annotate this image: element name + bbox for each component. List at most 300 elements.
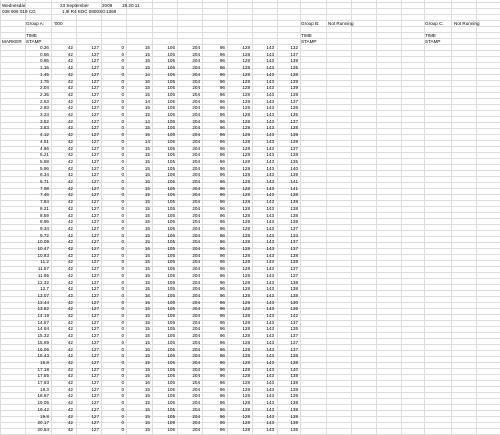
time-stamp-cell[interactable]: 11.57 (37, 266, 49, 272)
value-cell[interactable]: 96 (219, 225, 225, 231)
value-cell[interactable]: 127 (91, 78, 99, 84)
value-cell[interactable]: 204 (192, 199, 200, 205)
value-cell[interactable]: 127 (91, 286, 99, 292)
value-cell[interactable]: 0 (121, 353, 124, 359)
value-cell[interactable]: 15 (144, 279, 150, 285)
time-stamp-cell[interactable]: 17.18 (37, 366, 49, 372)
value-cell[interactable]: 96 (219, 158, 225, 164)
value-cell[interactable]: 143 (266, 393, 274, 399)
value-cell[interactable]: 204 (192, 353, 200, 359)
value-cell[interactable]: 0 (121, 406, 124, 412)
value-cell[interactable]: 105 (167, 219, 175, 225)
value-cell[interactable]: 138 (290, 420, 298, 426)
value-cell[interactable]: 105 (167, 172, 175, 178)
value-cell[interactable]: 204 (192, 426, 200, 432)
value-cell[interactable]: 128 (242, 125, 250, 131)
value-cell[interactable]: 105 (167, 232, 175, 238)
value-cell[interactable]: 15 (144, 426, 150, 432)
value-cell[interactable]: 96 (219, 252, 225, 258)
value-cell[interactable]: 105 (167, 333, 175, 339)
value-cell[interactable]: 127 (91, 138, 99, 144)
value-cell[interactable]: 96 (219, 71, 225, 77)
value-cell[interactable]: 127 (91, 413, 99, 419)
value-cell[interactable]: 96 (219, 239, 225, 245)
value-cell[interactable]: 0 (121, 292, 124, 298)
time-stamp-cell[interactable]: 20.17 (37, 420, 49, 426)
time-stamp-cell[interactable]: 11.95 (37, 272, 49, 278)
value-cell[interactable]: 128 (242, 158, 250, 164)
value-cell[interactable]: 143 (266, 420, 274, 426)
value-cell[interactable]: 105 (167, 286, 175, 292)
value-cell[interactable]: 204 (192, 65, 200, 71)
value-cell[interactable]: 204 (192, 266, 200, 272)
value-cell[interactable]: 143 (266, 152, 274, 158)
value-cell[interactable]: 128 (242, 400, 250, 406)
value-cell[interactable]: 127 (91, 185, 99, 191)
value-cell[interactable]: 0 (121, 199, 124, 205)
value-cell[interactable]: 15 (144, 272, 150, 278)
time-stamp-cell[interactable]: 8.59 (40, 212, 49, 218)
value-cell[interactable]: 0 (121, 105, 124, 111)
value-cell[interactable]: 105 (167, 292, 175, 298)
value-cell[interactable]: 96 (219, 266, 225, 272)
value-cell[interactable]: 127 (91, 172, 99, 178)
value-cell[interactable]: 143 (266, 45, 274, 50)
value-cell[interactable]: 138 (290, 252, 298, 258)
time-stamp-cell[interactable]: 13.44 (37, 299, 49, 305)
value-cell[interactable]: 96 (219, 192, 225, 198)
value-cell[interactable]: 96 (219, 145, 225, 151)
value-cell[interactable]: 204 (192, 286, 200, 292)
value-cell[interactable]: 128 (242, 165, 250, 171)
value-cell[interactable]: 0 (121, 152, 124, 158)
time-stamp-cell[interactable]: 4.86 (40, 145, 49, 151)
value-cell[interactable]: 105 (167, 393, 175, 399)
value-cell[interactable]: 105 (167, 165, 175, 171)
value-cell[interactable]: 0 (121, 71, 124, 77)
value-cell[interactable]: 42 (67, 172, 73, 178)
value-cell[interactable]: 137 (290, 51, 298, 57)
value-cell[interactable]: 96 (219, 286, 225, 292)
value-cell[interactable]: 42 (67, 386, 73, 392)
group-b-value[interactable]: Not Running (328, 21, 354, 26)
value-cell[interactable]: 127 (91, 219, 99, 225)
value-cell[interactable]: 0 (121, 326, 124, 332)
value-cell[interactable]: 143 (266, 386, 274, 392)
value-cell[interactable]: 204 (192, 118, 200, 124)
value-cell[interactable]: 0 (121, 279, 124, 285)
value-cell[interactable]: 96 (219, 319, 225, 325)
value-cell[interactable]: 128 (242, 212, 250, 218)
value-cell[interactable]: 42 (67, 346, 73, 352)
value-cell[interactable]: 204 (192, 91, 200, 97)
value-cell[interactable]: 42 (67, 192, 73, 198)
value-cell[interactable]: 143 (266, 313, 274, 318)
time-header-a[interactable]: TIME (26, 33, 37, 38)
value-cell[interactable]: 143 (266, 232, 274, 238)
value-cell[interactable]: 42 (67, 426, 73, 432)
value-cell[interactable]: 96 (219, 179, 225, 184)
value-cell[interactable]: 204 (192, 246, 200, 251)
value-cell[interactable]: 96 (219, 333, 225, 339)
value-cell[interactable]: 143 (266, 292, 274, 298)
value-cell[interactable]: 42 (67, 326, 73, 332)
value-cell[interactable]: 0 (121, 366, 124, 372)
value-cell[interactable]: 0 (121, 400, 124, 406)
value-cell[interactable]: 204 (192, 239, 200, 245)
value-cell[interactable]: 42 (67, 125, 73, 131)
value-cell[interactable]: 143 (266, 299, 274, 305)
value-cell[interactable]: 204 (192, 259, 200, 265)
value-cell[interactable]: 96 (219, 326, 225, 332)
value-cell[interactable]: 105 (167, 118, 175, 124)
value-cell[interactable]: 128 (242, 380, 250, 385)
value-cell[interactable]: 42 (67, 246, 73, 251)
time-stamp-cell[interactable]: 5.96 (40, 165, 49, 171)
time-stamp-cell[interactable]: 2.63 (40, 98, 49, 104)
value-cell[interactable]: 96 (219, 58, 225, 64)
value-cell[interactable]: 96 (219, 272, 225, 278)
value-cell[interactable]: 137 (290, 98, 298, 104)
value-cell[interactable]: 0 (121, 299, 124, 305)
value-cell[interactable]: 42 (67, 132, 73, 138)
value-cell[interactable]: 42 (67, 393, 73, 399)
value-cell[interactable]: 42 (67, 406, 73, 412)
value-cell[interactable]: 127 (91, 125, 99, 131)
value-cell[interactable]: 105 (167, 145, 175, 151)
value-cell[interactable]: 0 (121, 319, 124, 325)
value-cell[interactable]: 128 (242, 393, 250, 399)
value-cell[interactable]: 128 (242, 386, 250, 392)
value-cell[interactable]: 140 (290, 165, 298, 171)
value-cell[interactable]: 42 (67, 313, 73, 318)
value-cell[interactable]: 42 (67, 91, 73, 97)
time-stamp-cell[interactable]: 19.05 (37, 400, 49, 406)
value-cell[interactable]: 204 (192, 85, 200, 91)
value-cell[interactable]: 96 (219, 65, 225, 71)
value-cell[interactable]: 204 (192, 138, 200, 144)
value-cell[interactable]: 127 (91, 313, 99, 318)
value-cell[interactable]: 96 (219, 353, 225, 359)
value-cell[interactable]: 204 (192, 58, 200, 64)
value-cell[interactable]: 141 (290, 179, 298, 184)
value-cell[interactable]: 138 (290, 413, 298, 419)
value-cell[interactable]: 137 (290, 346, 298, 352)
value-cell[interactable]: 143 (266, 333, 274, 339)
value-cell[interactable]: 204 (192, 132, 200, 138)
value-cell[interactable]: 105 (167, 426, 175, 432)
time-stamp-cell[interactable]: 15.69 (37, 339, 49, 345)
value-cell[interactable]: 204 (192, 71, 200, 77)
time-stamp-cell[interactable]: 4.12 (40, 132, 49, 138)
vehicle-code-cell[interactable]: 038 906 019 CG (2, 9, 36, 14)
value-cell[interactable]: 0 (121, 306, 124, 312)
value-cell[interactable]: 138 (290, 373, 298, 379)
value-cell[interactable]: 42 (67, 71, 73, 77)
time-stamp-cell[interactable]: 12.32 (37, 279, 49, 285)
value-cell[interactable]: 127 (91, 132, 99, 138)
value-cell[interactable]: 16 (144, 179, 150, 184)
value-cell[interactable]: 127 (91, 393, 99, 399)
value-cell[interactable]: 143 (266, 112, 274, 117)
value-cell[interactable]: 137 (290, 266, 298, 272)
value-cell[interactable]: 139 (290, 78, 298, 84)
value-cell[interactable]: 42 (67, 112, 73, 117)
value-cell[interactable]: 127 (91, 165, 99, 171)
value-cell[interactable]: 127 (91, 118, 99, 124)
value-cell[interactable]: 16 (144, 380, 150, 385)
value-cell[interactable]: 15 (144, 326, 150, 332)
value-cell[interactable]: 0 (121, 259, 124, 265)
value-cell[interactable]: 127 (91, 420, 99, 426)
value-cell[interactable]: 143 (266, 239, 274, 245)
value-cell[interactable]: 128 (242, 319, 250, 325)
value-cell[interactable]: 143 (266, 272, 274, 278)
value-cell[interactable]: 15 (144, 306, 150, 312)
value-cell[interactable]: 105 (167, 359, 175, 365)
value-cell[interactable]: 137 (290, 239, 298, 245)
value-cell[interactable]: 127 (91, 232, 99, 238)
time-stamp-cell[interactable]: 3.23 (40, 112, 49, 117)
value-cell[interactable]: 15 (144, 199, 150, 205)
value-cell[interactable]: 135 (290, 65, 298, 71)
value-cell[interactable]: 128 (242, 426, 250, 432)
value-cell[interactable]: 0 (121, 85, 124, 91)
time-stamp-cell[interactable]: 2.93 (40, 105, 49, 111)
value-cell[interactable]: 105 (167, 205, 175, 211)
value-cell[interactable]: 15 (144, 359, 150, 365)
value-cell[interactable]: 96 (219, 306, 225, 312)
value-cell[interactable]: 128 (242, 45, 250, 50)
value-cell[interactable]: 204 (192, 380, 200, 385)
value-cell[interactable]: 127 (91, 91, 99, 97)
value-cell[interactable]: 0 (121, 426, 124, 432)
time-stamp-cell[interactable]: 8.21 (40, 205, 49, 211)
time-cell[interactable]: 19.20.11 (122, 3, 140, 8)
value-cell[interactable]: 127 (91, 339, 99, 345)
value-cell[interactable]: 42 (67, 292, 73, 298)
year-cell[interactable]: 2009 (102, 3, 113, 8)
value-cell[interactable]: 204 (192, 299, 200, 305)
value-cell[interactable]: 143 (266, 185, 274, 191)
value-cell[interactable]: 96 (219, 366, 225, 372)
time-stamp-cell[interactable]: 14.94 (37, 326, 49, 332)
time-stamp-cell[interactable]: 6.34 (40, 172, 49, 178)
value-cell[interactable]: 96 (219, 406, 225, 412)
value-cell[interactable]: 204 (192, 413, 200, 419)
value-cell[interactable]: 128 (242, 292, 250, 298)
value-cell[interactable]: 0 (121, 252, 124, 258)
value-cell[interactable]: 0 (121, 232, 124, 238)
value-cell[interactable]: 14 (144, 138, 150, 144)
value-cell[interactable]: 130 (290, 299, 298, 305)
value-cell[interactable]: 96 (219, 400, 225, 406)
time-stamp-cell[interactable]: 4.51 (40, 138, 49, 144)
value-cell[interactable]: 15 (144, 58, 150, 64)
time-stamp-cell[interactable]: 2.04 (40, 85, 49, 91)
value-cell[interactable]: 138 (290, 406, 298, 412)
value-cell[interactable]: 204 (192, 366, 200, 372)
value-cell[interactable]: 128 (242, 286, 250, 292)
time-stamp-cell[interactable]: 16.06 (37, 346, 49, 352)
value-cell[interactable]: 128 (242, 353, 250, 359)
time-stamp-cell[interactable]: 15.32 (37, 333, 49, 339)
value-cell[interactable]: 42 (67, 45, 73, 50)
value-cell[interactable]: 128 (242, 313, 250, 318)
value-cell[interactable]: 42 (67, 272, 73, 278)
value-cell[interactable]: 105 (167, 406, 175, 412)
value-cell[interactable]: 138 (290, 212, 298, 218)
value-cell[interactable]: 127 (91, 319, 99, 325)
value-cell[interactable]: 128 (242, 266, 250, 272)
value-cell[interactable]: 105 (167, 78, 175, 84)
value-cell[interactable]: 15 (144, 85, 150, 91)
value-cell[interactable]: 105 (167, 272, 175, 278)
value-cell[interactable]: 127 (91, 426, 99, 432)
value-cell[interactable]: 105 (167, 266, 175, 272)
value-cell[interactable]: 142 (290, 313, 298, 318)
time-stamp-cell[interactable]: 14.19 (37, 313, 49, 318)
value-cell[interactable]: 96 (219, 259, 225, 265)
time-stamp-cell[interactable]: 9.34 (40, 225, 49, 231)
value-cell[interactable]: 138 (290, 400, 298, 406)
value-cell[interactable]: 42 (67, 152, 73, 158)
value-cell[interactable]: 138 (290, 71, 298, 77)
value-cell[interactable]: 138 (290, 359, 298, 365)
time-stamp-cell[interactable]: 0.85 (40, 58, 49, 64)
value-cell[interactable]: 135 (290, 112, 298, 117)
value-cell[interactable]: 128 (242, 225, 250, 231)
value-cell[interactable]: 128 (242, 71, 250, 77)
value-cell[interactable]: 138 (290, 199, 298, 205)
value-cell[interactable]: 15 (144, 353, 150, 359)
time-stamp-cell[interactable]: 8.96 (40, 219, 49, 225)
value-cell[interactable]: 127 (91, 346, 99, 352)
value-cell[interactable]: 96 (219, 299, 225, 305)
value-cell[interactable]: 96 (219, 346, 225, 352)
value-cell[interactable]: 204 (192, 292, 200, 298)
value-cell[interactable]: 138 (290, 386, 298, 392)
time-stamp-cell[interactable]: 17.93 (37, 380, 49, 385)
value-cell[interactable]: 128 (242, 246, 250, 251)
value-cell[interactable]: 204 (192, 78, 200, 84)
value-cell[interactable]: 127 (91, 225, 99, 231)
value-cell[interactable]: 0 (121, 339, 124, 345)
value-cell[interactable]: 105 (167, 105, 175, 111)
value-cell[interactable]: 0 (121, 346, 124, 352)
value-cell[interactable]: 204 (192, 393, 200, 399)
time-stamp-cell[interactable]: 1.15 (40, 65, 49, 71)
value-cell[interactable]: 127 (91, 272, 99, 278)
value-cell[interactable]: 15 (144, 125, 150, 131)
time-stamp-cell[interactable]: 5.58 (40, 158, 49, 164)
value-cell[interactable]: 128 (242, 232, 250, 238)
value-cell[interactable]: 143 (266, 51, 274, 57)
time-stamp-cell[interactable]: 10.09 (37, 239, 49, 245)
value-cell[interactable]: 105 (167, 306, 175, 312)
value-cell[interactable]: 127 (91, 406, 99, 412)
value-cell[interactable]: 143 (266, 58, 274, 64)
value-cell[interactable]: 143 (266, 145, 274, 151)
value-cell[interactable]: 96 (219, 125, 225, 131)
value-cell[interactable]: 105 (167, 313, 175, 318)
value-cell[interactable]: 143 (266, 98, 274, 104)
value-cell[interactable]: 15 (144, 333, 150, 339)
value-cell[interactable]: 127 (91, 65, 99, 71)
value-cell[interactable]: 143 (266, 380, 274, 385)
value-cell[interactable]: 0 (121, 272, 124, 278)
value-cell[interactable]: 137 (290, 118, 298, 124)
value-cell[interactable]: 0 (121, 91, 124, 97)
value-cell[interactable]: 16 (144, 292, 150, 298)
value-cell[interactable]: 204 (192, 313, 200, 318)
group-c-label[interactable]: Group C: (425, 21, 444, 26)
value-cell[interactable]: 105 (167, 58, 175, 64)
value-cell[interactable]: 127 (91, 158, 99, 164)
value-cell[interactable]: 105 (167, 138, 175, 144)
value-cell[interactable]: 204 (192, 373, 200, 379)
value-cell[interactable]: 42 (67, 333, 73, 339)
time-header-c[interactable]: TIME (425, 33, 436, 38)
value-cell[interactable]: 0 (121, 172, 124, 178)
value-cell[interactable]: 105 (167, 346, 175, 352)
value-cell[interactable]: 96 (219, 78, 225, 84)
value-cell[interactable]: 15 (144, 239, 150, 245)
value-cell[interactable]: 105 (167, 179, 175, 184)
value-cell[interactable]: 127 (91, 212, 99, 218)
value-cell[interactable]: 143 (266, 179, 274, 184)
value-cell[interactable]: 0 (121, 286, 124, 292)
value-cell[interactable]: 127 (91, 246, 99, 251)
time-stamp-cell[interactable]: 2.35 (40, 91, 49, 97)
value-cell[interactable]: 204 (192, 152, 200, 158)
value-cell[interactable]: 96 (219, 185, 225, 191)
value-cell[interactable]: 0 (121, 380, 124, 385)
time-header-b[interactable]: TIME (301, 33, 312, 38)
time-stamp-cell[interactable]: 7.46 (40, 192, 49, 198)
value-cell[interactable]: 96 (219, 132, 225, 138)
value-cell[interactable]: 42 (67, 185, 73, 191)
value-cell[interactable]: 204 (192, 219, 200, 225)
value-cell[interactable]: 128 (242, 326, 250, 332)
value-cell[interactable]: 128 (242, 91, 250, 97)
value-cell[interactable]: 128 (242, 252, 250, 258)
value-cell[interactable]: 96 (219, 105, 225, 111)
value-cell[interactable]: 139 (290, 138, 298, 144)
value-cell[interactable]: 42 (67, 205, 73, 211)
value-cell[interactable]: 127 (91, 98, 99, 104)
value-cell[interactable]: 15 (144, 420, 150, 426)
time-stamp-cell[interactable]: 12.7 (40, 286, 49, 292)
value-cell[interactable]: 96 (219, 380, 225, 385)
value-cell[interactable]: 128 (242, 272, 250, 278)
value-cell[interactable]: 127 (91, 192, 99, 198)
value-cell[interactable]: 15 (144, 299, 150, 305)
value-cell[interactable]: 105 (167, 112, 175, 117)
value-cell[interactable]: 143 (266, 225, 274, 231)
value-cell[interactable]: 105 (167, 386, 175, 392)
value-cell[interactable]: 204 (192, 205, 200, 211)
value-cell[interactable]: 143 (266, 85, 274, 91)
value-cell[interactable]: 143 (266, 65, 274, 71)
marker-header[interactable]: MARKER (2, 39, 22, 44)
value-cell[interactable]: 105 (167, 319, 175, 325)
value-cell[interactable]: 128 (242, 138, 250, 144)
value-cell[interactable]: 204 (192, 420, 200, 426)
value-cell[interactable]: 138 (290, 279, 298, 285)
value-cell[interactable]: 204 (192, 400, 200, 406)
value-cell[interactable]: 0 (121, 185, 124, 191)
